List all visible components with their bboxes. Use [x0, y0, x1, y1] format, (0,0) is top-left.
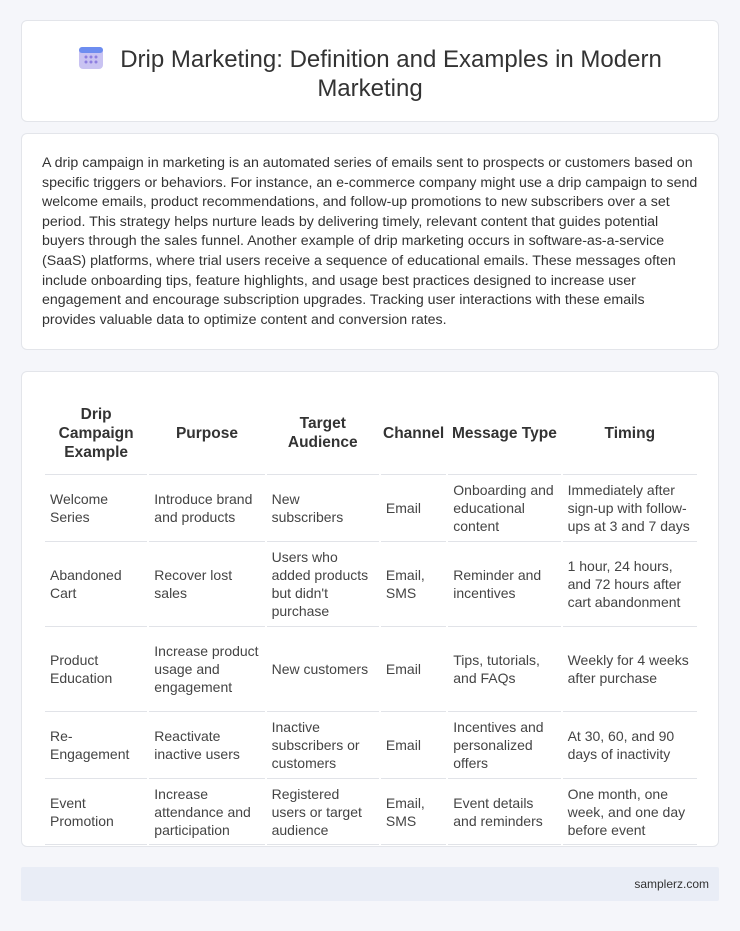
table-cell: Event Promotion: [45, 778, 147, 845]
table-cell: Email: [381, 626, 446, 711]
table-cell: Email: [381, 711, 446, 778]
table-row: [45, 711, 697, 778]
table-cell: Registered users or target audience: [267, 778, 379, 845]
table-cell: Product Education: [45, 626, 147, 711]
table-cell: Introduce brand and products: [149, 474, 264, 541]
table-row: [45, 474, 697, 541]
table-card: [21, 371, 719, 847]
table-cell: Reactivate inactive users: [149, 711, 264, 778]
table-cell: Users who added products but didn't purchase: [267, 541, 379, 626]
table-row: [45, 626, 697, 711]
footer-bar: [21, 867, 719, 901]
table-cell: Recover lost sales: [149, 541, 264, 626]
table-cell: Email: [381, 474, 446, 541]
table-row: [45, 778, 697, 845]
table-cell: Weekly for 4 weeks after purchase: [563, 626, 697, 711]
table-cell: Email, SMS: [381, 541, 446, 626]
table-cell: New customers: [267, 626, 379, 711]
column-header: Message Type: [452, 424, 557, 442]
title-card: [21, 20, 719, 122]
table-cell: Welcome Series: [45, 474, 147, 541]
table-cell: New subscribers: [267, 474, 379, 541]
intro-card: [21, 133, 719, 350]
column-header: Drip Campaign Example: [58, 405, 134, 461]
page-title-row: [22, 45, 718, 103]
table-cell: Abandoned Cart: [45, 541, 147, 626]
table-cell: Reminder and incentives: [448, 541, 560, 626]
campaign-table: [43, 392, 699, 845]
intro-paragraph: A drip campaign in marketing is an automated series of emails sent to prospects or customers based on specific triggers or behaviors. For instance, an e-commerce company might use a drip campaign to send welcome emails, product recommendations, and follow-up promotions to new subscribers over a set period. This strategy helps nurture leads by delivering timely, relevant content that guides potential buyers through the sales funnel. Another example of drip marketing occurs in software-as-a-service (SaaS) platforms, where trial users receive a sequence of educational emails. These messages often include onboarding tips, feature highlights, and usage best practices designed to increase user engagement and encourage subscription upgrades. Tracking user interactions with these emails provides valuable data to optimize content and conversion rates.: [42, 155, 698, 328]
column-header: Purpose: [175, 424, 238, 442]
table-cell: Tips, tutorials, and FAQs: [448, 626, 560, 711]
table-cell: Inactive subscribers or customers: [267, 711, 379, 778]
table-cell: Onboarding and educational content: [448, 474, 560, 541]
table-header-row: [45, 392, 697, 474]
calendar-icon: [78, 46, 104, 70]
table-cell: Immediately after sign-up with follow-ups at 3 and 7 days: [563, 474, 697, 541]
column-header: Timing: [604, 424, 656, 442]
table-cell: Event details and reminders: [448, 778, 560, 845]
table-row: [45, 541, 697, 626]
table-cell: At 30, 60, and 90 days of inactivity: [563, 711, 697, 778]
table-cell: One month, one week, and one day before event: [563, 778, 697, 845]
footer-site-link[interactable]: samplerz.com: [634, 877, 709, 891]
table-cell: Incentives and personalized offers: [448, 711, 560, 778]
table-cell: Increase product usage and engagement: [149, 626, 264, 711]
column-header: Target Audience: [287, 415, 358, 451]
column-header: Channel: [383, 424, 445, 442]
table-cell: 1 hour, 24 hours, and 72 hours after cart abandonment: [563, 541, 697, 626]
page-title: Drip Marketing: Definition and Examples in Modern Marketing: [120, 46, 662, 102]
table-cell: Email, SMS: [381, 778, 446, 845]
table-cell: Increase attendance and participation: [149, 778, 264, 845]
table-cell: Re-Engagement: [45, 711, 147, 778]
